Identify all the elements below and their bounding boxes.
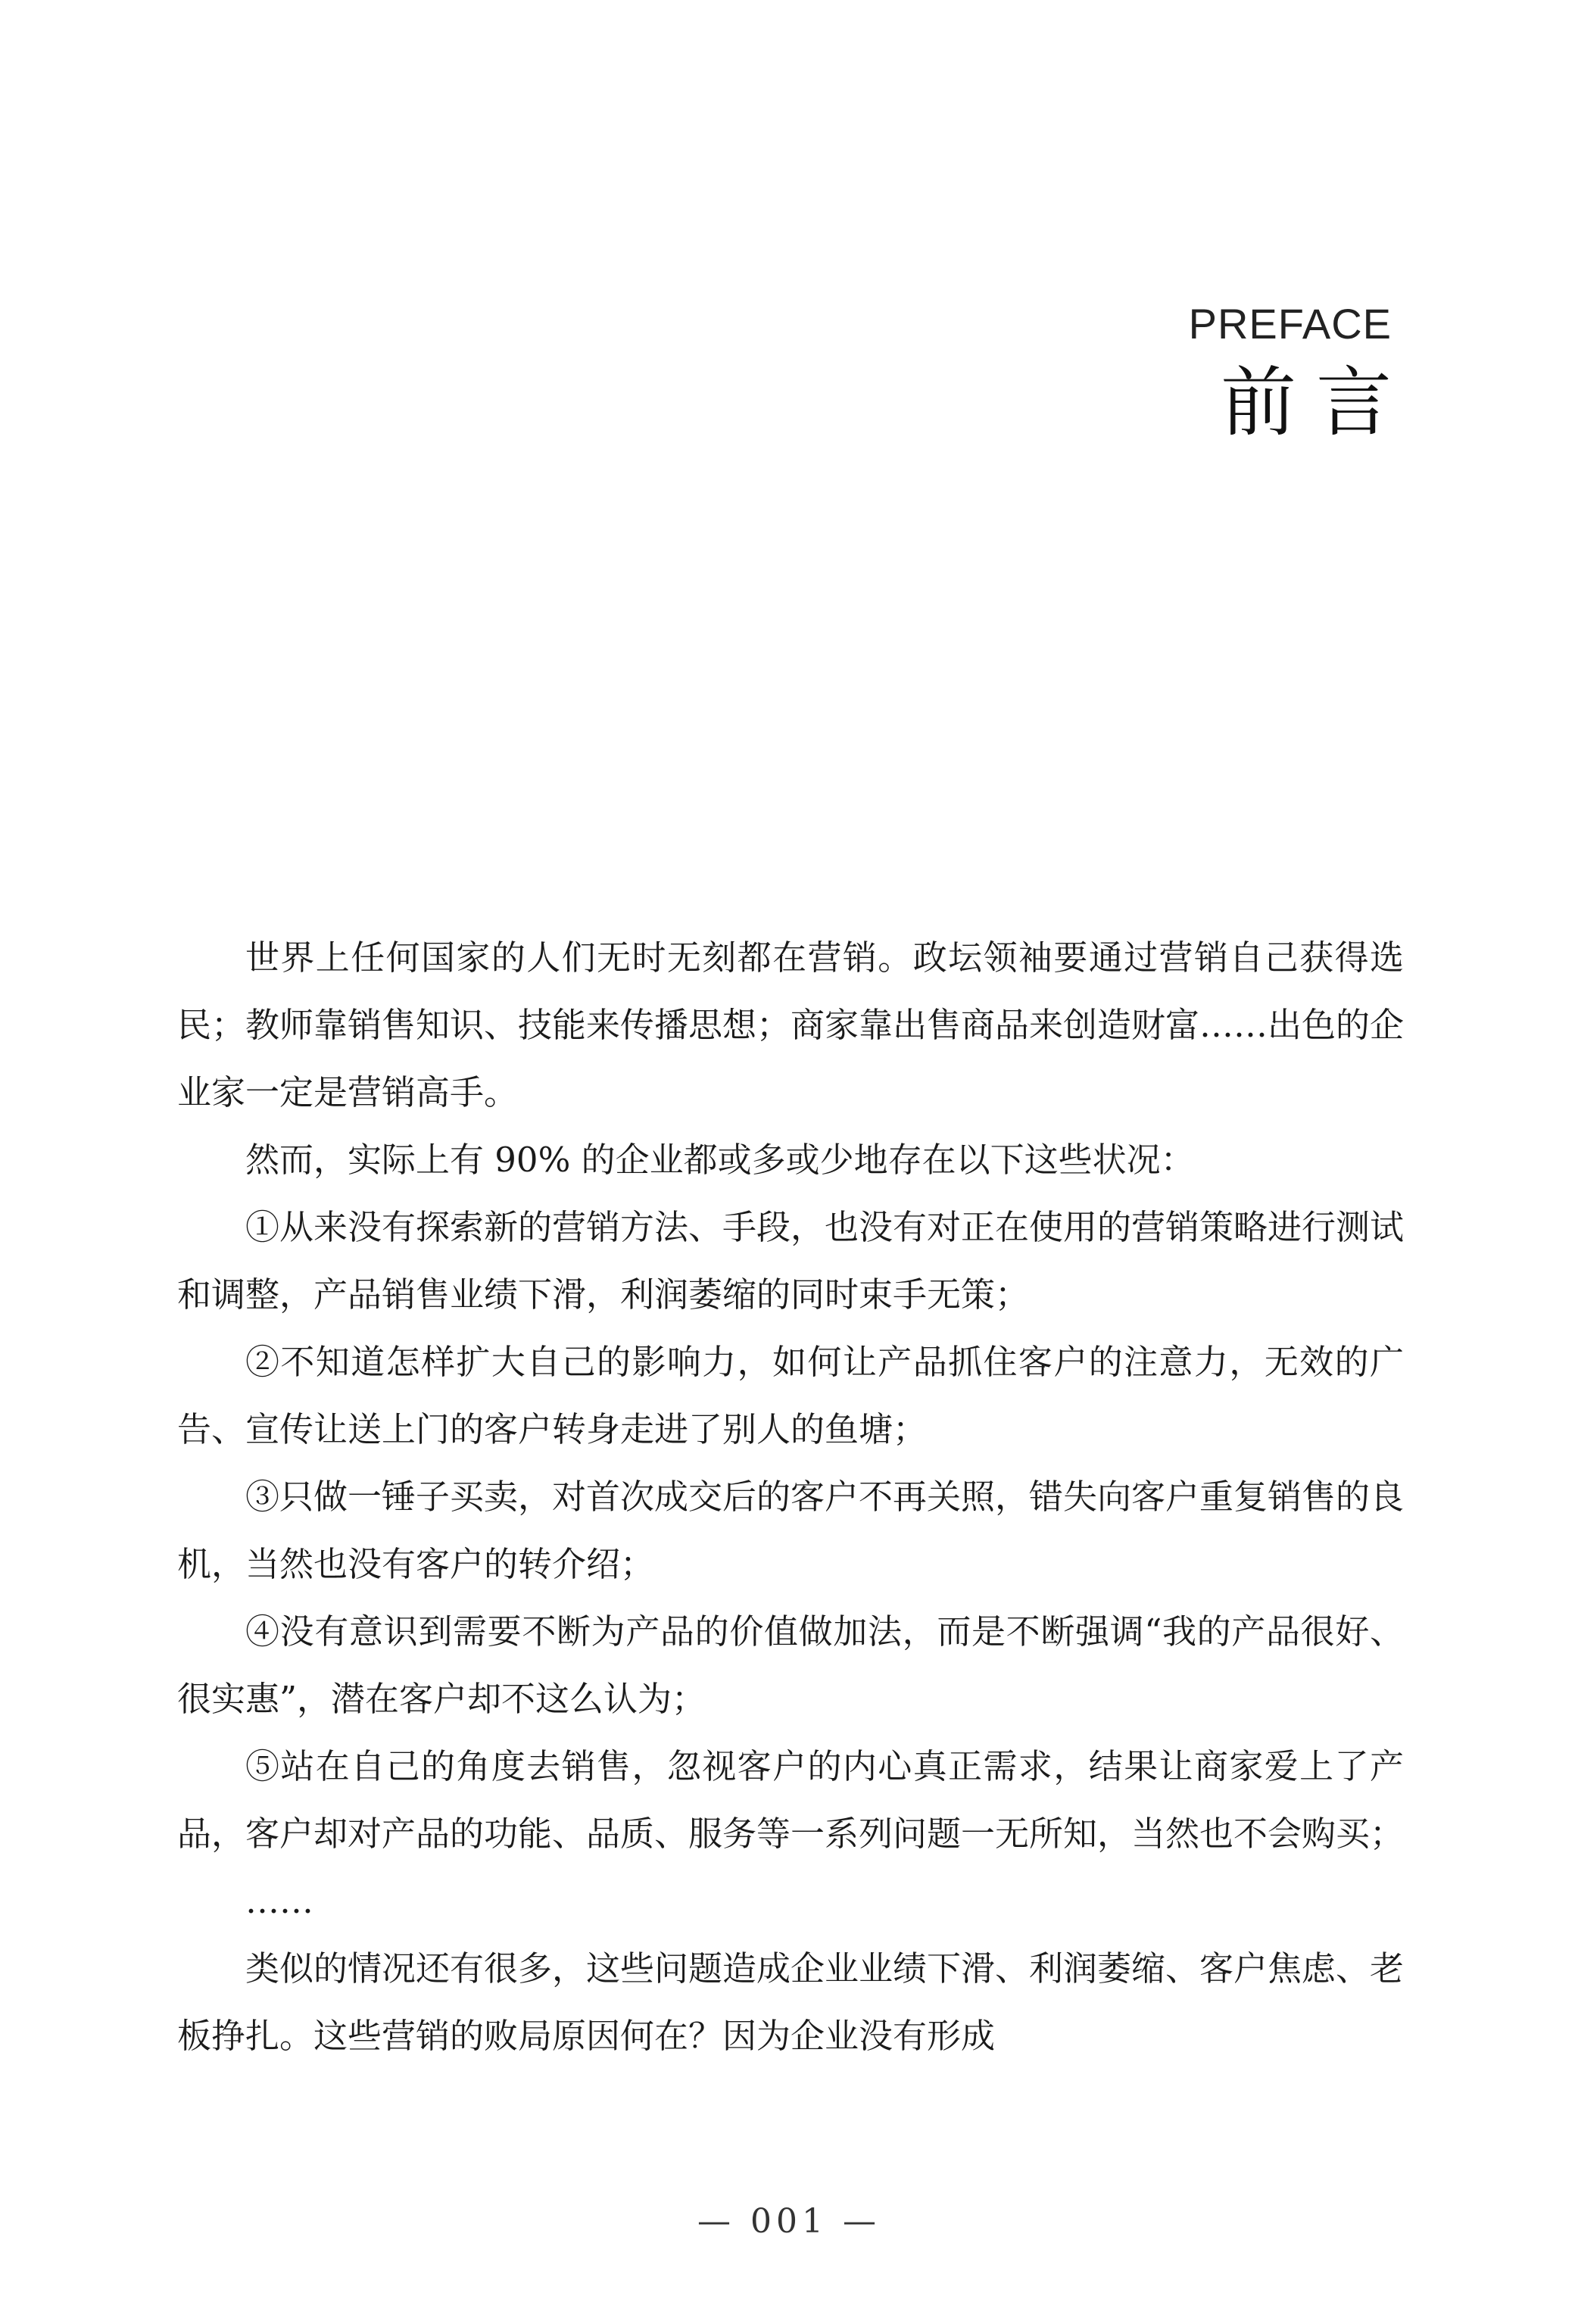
- ellipsis-paragraph: ……: [245, 1881, 313, 1921]
- paragraph: 然而，实际上有 90% 的企业都或多或少地存在以下这些状况：: [245, 1140, 1195, 1180]
- paragraph: ②不知道怎样扩大自己的影响力，如何让产品抓住客户的注意力，无效的广告、宣传让送上门的客户转身走进了别人的鱼塘；: [177, 1342, 1404, 1449]
- page-number: — 001 —: [697, 2202, 881, 2241]
- paragraph: 世界上任何国家的人们无时无刻都在营销。政坛领袖要通过营销自己获得选民；教师靠销售知识、技能来传播思想；商家靠出售商品来创造财富……出色的企业家一定是营销高手。: [177, 937, 1405, 1112]
- paragraph: ③只做一锤子买卖，对首次成交后的客户不再关照，错失向客户重复销售的良机，当然也没有客户的转介绍；: [177, 1477, 1405, 1584]
- paragraph: ④没有意识到需要不断为产品的价值做加法，而是不断强调“我的产品很好、很实惠”，潜在客户却不这么认为；: [177, 1611, 1404, 1719]
- heading-english: PREFACE: [1188, 300, 1392, 348]
- paragraph: 类似的情况还有很多，这些问题造成企业业绩下滑、利润萎缩、客户焦虑、老板挣扎。这些营销的败局原因何在？因为企业没有形成: [177, 1948, 1405, 2056]
- chapter-heading: [1188, 300, 1411, 447]
- body-text: [177, 924, 1404, 2070]
- paragraph: ①从来没有探索新的营销方法、手段，也没有对正在使用的营销策略进行测试和调整，产品销售业绩下滑，利润萎缩的同时束手无策；: [177, 1207, 1405, 1315]
- heading-chinese: 前言: [1221, 358, 1411, 447]
- paragraph: ⑤站在自己的角度去销售，忽视客户的内心真正需求，结果让商家爱上了产品，客户却对产品的功能、品质、服务等一系列问题一无所知，当然也不会购买；: [177, 1746, 1405, 1854]
